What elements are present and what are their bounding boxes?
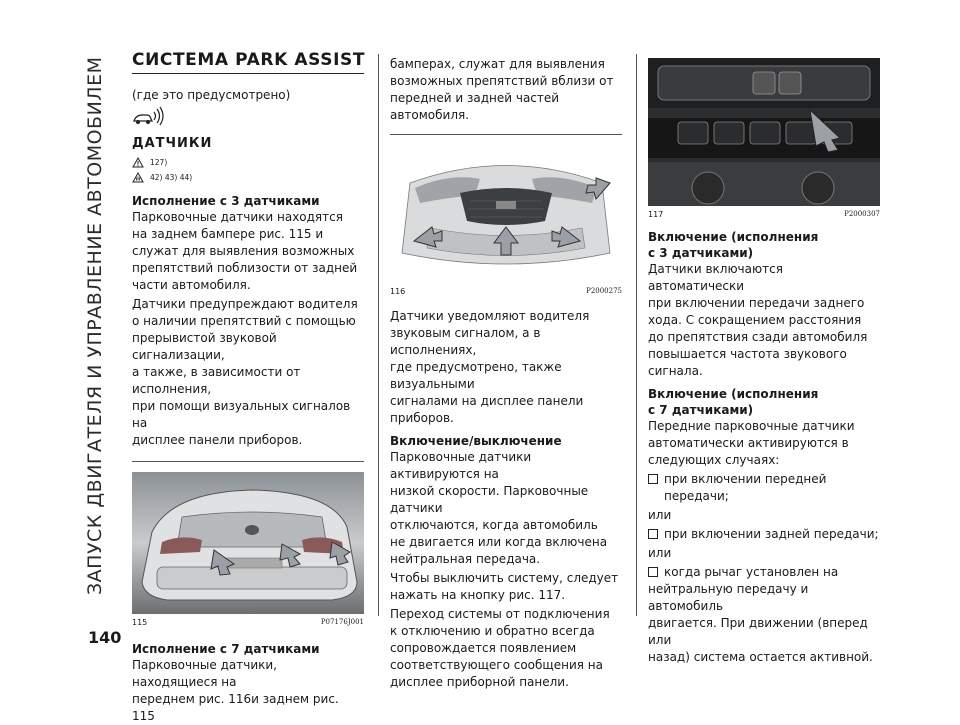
caution-hand-icon [132, 172, 144, 183]
heading-activation-7: Включение (исполнения с 7 датчиками) [648, 387, 819, 417]
figure-divider [390, 134, 622, 135]
figure-number: 115 [132, 618, 148, 627]
or-separator: или [648, 546, 672, 560]
para-activation-7: Передние парковочные датчики автоматически активируются в следующих случаях: [648, 419, 855, 467]
warning-triangle-icon [132, 157, 144, 168]
heading-activation-3: Включение (исполнения с 3 датчиками) [648, 230, 819, 260]
park-assist-icon [132, 106, 364, 126]
figure-code: P2000275 [586, 287, 622, 295]
caution-ref-text: 42) 43) 44) [150, 173, 193, 182]
column-1 [132, 50, 364, 725]
sensors-heading: ДАТЧИКИ [132, 136, 213, 151]
list-item-continuation: нейтральную передачу и автомобиль двигается. При движении (вперед или назад) система остается активной. [648, 582, 873, 664]
para-disable: Чтобы выключить систему, следует нажать на кнопку рис. 117. [390, 571, 619, 602]
figure-code: P2000307 [844, 210, 880, 218]
figure-number: 116 [390, 287, 406, 296]
list-item: при включении задней передачи; [648, 526, 880, 543]
para-intro: бамперах, служат для выявления возможных препятствий вблизи от передней и задней частей автомобиля. [390, 57, 614, 122]
column-3 [648, 58, 880, 666]
figure-115-caption [132, 618, 364, 627]
list-item: когда рычаг установлен на [648, 564, 880, 581]
para-onoff: Парковочные датчики активируются на низкой скорости. Парковочные датчики отключаются, когда автомобиль не двигается или когда включена нейтральная передача. [390, 450, 608, 566]
figure-divider [132, 461, 364, 462]
checkbox-bullet-icon [648, 567, 658, 577]
figure-code: P07176J001 [320, 618, 364, 626]
para-transition: Переход системы от подключения к отключению и обратно всегда сопровождается появлением соответствующего сообщения на дисплее приборной панели. [390, 607, 610, 689]
para-notify: Датчики уведомляют водителя звуковым сигналом, а в исполнениях, где предусмотрено, также визуальными сигналами на дисплее панели приборов. [390, 309, 590, 425]
or-separator: или [648, 508, 672, 522]
column-2 [390, 56, 622, 691]
checkbox-bullet-icon [648, 474, 658, 484]
para-warning-signals: Датчики предупреждают водителя о наличии препятствий с помощью прерывистой звуковой сигнализации, а также, в зависимости от исполнения, при помощи визуальных сигналов на дисплее панели приборов. [132, 297, 358, 447]
figure-number: 117 [648, 210, 664, 219]
para-3-sensors: Парковочные датчики находятся на заднем бампере рис. 115 и служат для выявления возможных препятствий поблизости от задней части автомобиля. [132, 210, 358, 292]
figure-115-rear-bumper [132, 472, 364, 614]
checkbox-bullet-icon [648, 529, 658, 539]
heading-7-sensors: Исполнение с 7 датчиками [132, 642, 320, 656]
figure-116-caption [390, 287, 622, 296]
list-item: при включении передней передачи; [648, 471, 880, 505]
figure-117-caption [648, 210, 880, 219]
figure-117-dashboard-button [648, 58, 880, 206]
column-divider [378, 54, 379, 616]
caution-reference [132, 172, 364, 183]
heading-3-sensors: Исполнение с 3 датчиками [132, 194, 320, 208]
para-activation-3: Датчики включаются автоматически при включении передачи заднего хода. С сокращением расстояния до препятствия сзади автомобиля повышается частота звукового сигнала. [648, 262, 868, 378]
warning-ref-text: 127) [150, 158, 168, 167]
page-number: 140 [88, 628, 122, 647]
column-divider [636, 54, 637, 616]
section-subtitle: (где это предусмотрено) [132, 88, 291, 102]
section-title: СИСТЕМА PARK ASSIST [132, 50, 364, 74]
chapter-side-title: ЗАПУСК ДВИГАТЕЛЯ И УПРАВЛЕНИЕ АВТОМОБИЛЕМ [84, 56, 106, 596]
para-7-sensors: Парковочные датчики, находящиеся на переднем рис. 116и заднем рис. 115 [132, 658, 339, 723]
heading-onoff: Включение/выключение [390, 434, 562, 448]
warning-reference [132, 157, 364, 168]
figure-116-front-bumper [390, 143, 622, 283]
